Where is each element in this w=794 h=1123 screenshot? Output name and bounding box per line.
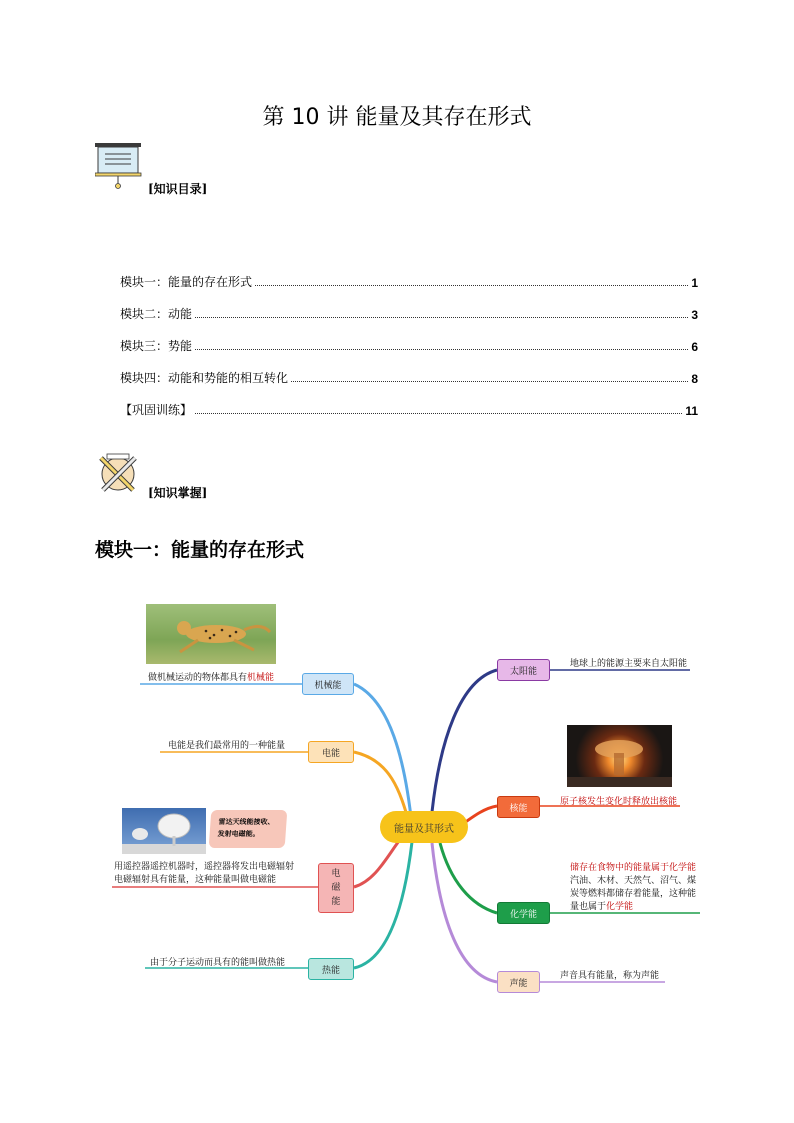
chemical-text-line: 量也属于化学能 <box>570 902 634 912</box>
chemical-energy-text <box>570 862 696 914</box>
mindmap-node-mechanical: 机械能 <box>302 673 354 695</box>
radar-callout-line: 发射电磁能。 <box>217 830 260 838</box>
mindmap-node-chemical: 化学能 <box>497 902 550 924</box>
mindmap-node-thermal: 热能 <box>308 958 354 980</box>
sound-energy-text: 声音具有能量，称为声能 <box>560 971 660 981</box>
em-node-char: 能 <box>331 897 341 907</box>
chemical-text-line: 汽油、木材、天然气、沼气、煤 <box>570 876 697 886</box>
page-title: 第 10 讲 能量及其存在形式 <box>262 105 532 130</box>
toc-entry-page: 11 <box>685 404 698 418</box>
electric-energy-text: 电能是我们最常用的一种能量 <box>168 741 286 751</box>
mindmap-node-sound: 声能 <box>497 971 540 993</box>
solar-energy-text: 地球上的能源主要来自太阳能 <box>570 659 688 669</box>
nuclear-energy-text: 原子核发生变化时释放出核能 <box>560 797 678 807</box>
chemical-text-line: 炭等燃料都储存着能量，这种能 <box>570 889 697 899</box>
electromagnetic-energy-text <box>114 861 294 887</box>
radar-antenna-photo <box>122 808 206 854</box>
toc-entry-label: 模块三：势能 <box>120 339 193 353</box>
mindmap-node-nuclear: 核能 <box>497 796 540 818</box>
module-heading: 模块一：能量的存在形式 <box>95 539 305 561</box>
catalog-label: [知识目录] <box>148 182 208 196</box>
mastery-label: [知识掌握] <box>148 486 208 500</box>
radar-callout-line: 雷达天线能接收、 <box>218 818 275 826</box>
cheetah-photo <box>146 604 276 664</box>
toc-entry-page: 3 <box>691 308 698 322</box>
mindmap-node-solar: 太阳能 <box>497 659 550 681</box>
mechanical-energy-text: 做机械运动的物体都具有机械能 <box>148 673 275 683</box>
mindmap-node-electric: 电能 <box>308 741 354 763</box>
chemical-text-line: 储存在食物中的能量属于化学能 <box>570 863 697 873</box>
toc-entry-label: 模块二：动能 <box>120 307 193 321</box>
toc-entry-label: 模块一：能量的存在形式 <box>120 275 253 289</box>
toc-entry-page: 6 <box>691 340 698 354</box>
em-node-char: 磁 <box>331 883 341 893</box>
mindmap-node-electromagnetic <box>318 863 354 913</box>
em-node-char: 电 <box>331 869 341 879</box>
radar-callout <box>209 810 288 848</box>
em-text-line: 用遥控器遥控机器时，遥控器将发出电磁辐射 <box>114 862 295 872</box>
em-text-line: 电磁辐射具有能量，这种能量叫做电磁能 <box>114 875 277 885</box>
mindmap-center-node: 能量及其形式 <box>380 811 468 843</box>
toc-entry-page: 1 <box>691 276 698 290</box>
toc-entry-label: 模块四：动能和势能的相互转化 <box>120 371 289 385</box>
nuclear-explosion-photo <box>567 725 672 787</box>
toc-entry-label: 【巩固训练】 <box>120 403 193 417</box>
toc-entry-page: 8 <box>691 372 698 386</box>
thermal-energy-text: 由于分子运动而具有的能叫做热能 <box>150 958 286 968</box>
